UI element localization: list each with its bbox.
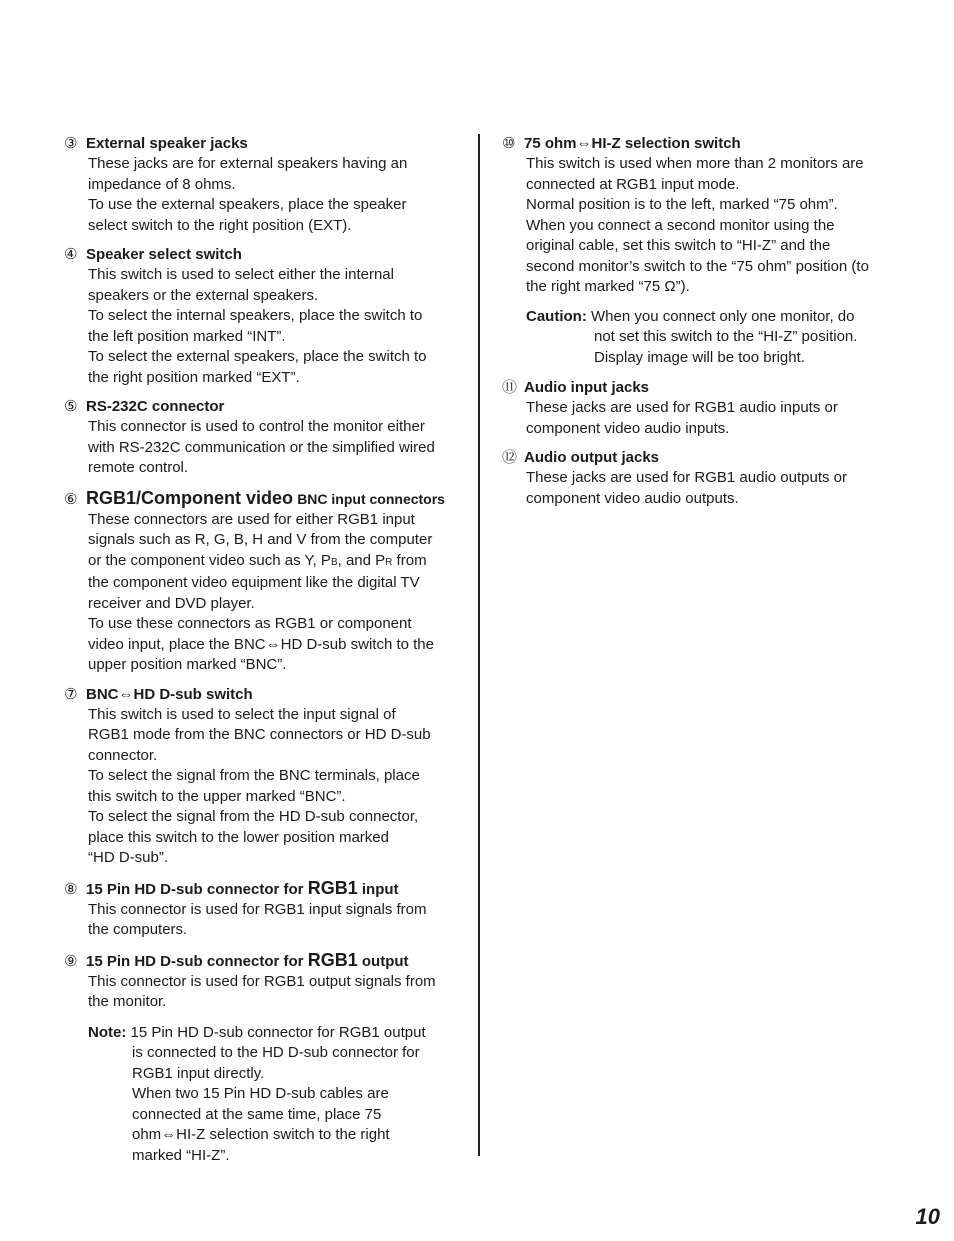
section-body	[88, 265, 460, 388]
heading-text-end: output	[357, 952, 409, 970]
text-line: This switch is used to select either the internal	[88, 266, 394, 283]
text-line: is connected to the HD D-sub connector for	[132, 1044, 420, 1061]
subscript-b: B	[330, 556, 338, 568]
item-number: ⑪	[502, 379, 518, 396]
heading-text: 15 Pin HD D-sub connector for	[86, 952, 308, 970]
text-line: original cable, set this switch to “HI-Z” and the	[526, 237, 831, 254]
text-line: These jacks are for external speakers having an	[88, 155, 408, 172]
section-audio-output-jacks	[502, 448, 902, 509]
section-heading	[64, 397, 460, 417]
section-75ohm-hiz-switch	[502, 134, 902, 298]
section-body	[526, 398, 902, 439]
note-label: Note:	[88, 1023, 127, 1041]
section-body	[88, 705, 460, 869]
section-15pin-input	[64, 878, 460, 941]
text-line: video input, place the BNC⇔HD D-sub switch to the	[88, 635, 434, 653]
heading-text-end: input	[357, 880, 399, 898]
item-number: ⑤	[64, 398, 78, 415]
caution-first-line: When you connect only one monitor, do	[586, 307, 855, 325]
text-line: connector.	[88, 746, 158, 764]
section-audio-input-jacks	[502, 378, 902, 439]
item-number: ⑦	[64, 685, 78, 703]
note-first-line: 15 Pin HD D-sub connector for RGB1 output	[126, 1023, 426, 1041]
text-line: marked “HI-Z”.	[132, 1146, 230, 1164]
item-number: ④	[64, 246, 78, 263]
section-rs232c-connector	[64, 397, 460, 479]
section-body	[526, 154, 902, 298]
section-speaker-select-switch	[64, 245, 460, 388]
text-line: the right position marked “EXT”.	[88, 368, 300, 386]
heading-text: External speaker jacks	[86, 135, 248, 152]
text-line: To select the signal from the BNC terminals, place	[88, 767, 420, 784]
heading-text-large: RGB1/Component video	[86, 487, 294, 508]
section-external-speaker-jacks	[64, 134, 460, 236]
text-line: When two 15 Pin HD D-sub cables are	[132, 1085, 389, 1102]
text-line: or the component video such as Y, PB, and PR from	[88, 551, 427, 569]
item-number: ⑩	[502, 135, 516, 152]
text-line: connected at the same time, place 75	[132, 1105, 382, 1123]
text-line: This switch is used to select the input signal of	[88, 705, 396, 723]
section-heading	[64, 245, 460, 265]
text-line: connected at RGB1 input mode.	[526, 175, 740, 193]
section-heading	[64, 488, 460, 510]
text-line: To select the external speakers, place the switch to	[88, 348, 427, 365]
text-line: the left position marked “INT”.	[88, 327, 286, 345]
heading-text-small: BNC input connectors	[297, 490, 445, 507]
text-line: This connector is used to control the monitor either	[88, 418, 425, 435]
section-heading	[64, 878, 460, 900]
text-line	[526, 307, 902, 328]
section-heading	[64, 950, 460, 972]
text-line: Display image will be too bright.	[594, 348, 805, 366]
text-line: speakers or the external speakers.	[88, 286, 319, 304]
section-heading	[64, 685, 460, 705]
text-line: To use these connectors as RGB1 or component	[88, 615, 412, 632]
heading-text: RS-232C connector	[86, 398, 225, 415]
text-line: component video audio inputs.	[526, 419, 730, 437]
section-heading	[502, 448, 902, 468]
text-line: the monitor.	[88, 993, 167, 1010]
heading-text: Audio output jacks	[524, 449, 659, 466]
text-line: ohm⇔HI-Z selection switch to the right	[132, 1126, 390, 1143]
caution-block	[526, 307, 902, 369]
text-line: place this switch to the lower position marked	[88, 828, 389, 846]
text-line: To use the external speakers, place the speaker	[88, 196, 407, 213]
text-line: component video audio outputs.	[526, 489, 739, 507]
heading-text: 15 Pin HD D-sub connector for	[86, 880, 308, 898]
item-number: ⑧	[64, 880, 78, 898]
text-line: To select the signal from the HD D-sub connector,	[88, 808, 419, 825]
heading-text-large: RGB1	[307, 877, 358, 898]
text-line: This connector is used for RGB1 output signals from	[88, 972, 436, 990]
text-line: the component video equipment like the digital TV	[88, 574, 420, 591]
text-line: These jacks are used for RGB1 audio inputs or	[526, 399, 838, 416]
text-line: the computers.	[88, 921, 188, 938]
text-line: this switch to the upper marked “BNC”.	[88, 787, 346, 805]
section-15pin-output	[64, 950, 460, 1013]
heading-text-large: RGB1	[307, 949, 358, 970]
text-line: impedance of 8 ohms.	[88, 175, 236, 193]
section-heading	[502, 134, 902, 154]
text-line: When you connect a second monitor using the	[526, 216, 835, 234]
right-column	[502, 134, 902, 518]
item-number: ⑥	[64, 490, 78, 508]
text-line: signals such as R, G, B, H and V from the computer	[88, 531, 433, 548]
item-number: ⑫	[502, 449, 518, 466]
item-number: ③	[64, 135, 78, 152]
text-line: receiver and DVD player.	[88, 594, 255, 612]
text-line: upper position marked “BNC”.	[88, 656, 287, 673]
section-body	[88, 154, 460, 236]
text-line	[88, 1023, 460, 1044]
text-line: RGB1 mode from the BNC connectors or HD D-sub	[88, 726, 431, 743]
text-line: select switch to the right position (EXT).	[88, 216, 352, 234]
heading-text: 75 ohm⇔HI-Z selection switch	[524, 135, 741, 152]
section-body	[88, 900, 460, 941]
text-line: second monitor’s switch to the “75 ohm” position (to	[526, 257, 869, 275]
text-line: remote control.	[88, 459, 189, 476]
left-column	[64, 134, 460, 1166]
text-line: the right marked “75 Ω”).	[526, 278, 690, 295]
text-line: This connector is used for RGB1 input signals from	[88, 900, 427, 918]
text-line: These jacks are used for RGB1 audio outputs or	[526, 469, 848, 486]
section-body	[88, 417, 460, 479]
text-line: To select the internal speakers, place the switch to	[88, 307, 423, 324]
text-line: These connectors are used for either RGB1 input	[88, 510, 415, 528]
heading-text: Speaker select switch	[86, 246, 242, 263]
text-line: “HD D-sub”.	[88, 849, 169, 866]
subscript-r: R	[385, 556, 393, 568]
section-body	[526, 468, 902, 509]
text-line: with RS-232C communication or the simplified wired	[88, 438, 435, 456]
heading-text: Audio input jacks	[524, 379, 650, 396]
text-line: RGB1 input directly.	[132, 1064, 265, 1082]
section-heading	[64, 134, 460, 154]
heading-text: BNC⇔HD D-sub switch	[86, 685, 253, 703]
text-line: Normal position is to the left, marked “75 ohm”.	[526, 196, 838, 213]
caution-label: Caution:	[526, 307, 587, 325]
note-block	[88, 1023, 460, 1167]
item-number: ⑨	[64, 952, 78, 970]
section-bnc-hd-dsub-switch	[64, 685, 460, 869]
section-body	[88, 510, 460, 676]
text-line: not set this switch to the “HI-Z” position.	[594, 328, 858, 345]
text-line: This switch is used when more than 2 monitors are	[526, 155, 864, 172]
page-number: 10	[915, 1204, 940, 1229]
section-rgb1-component-video	[64, 488, 460, 676]
section-body	[88, 972, 460, 1013]
section-heading	[502, 378, 902, 398]
column-divider	[478, 134, 480, 1156]
